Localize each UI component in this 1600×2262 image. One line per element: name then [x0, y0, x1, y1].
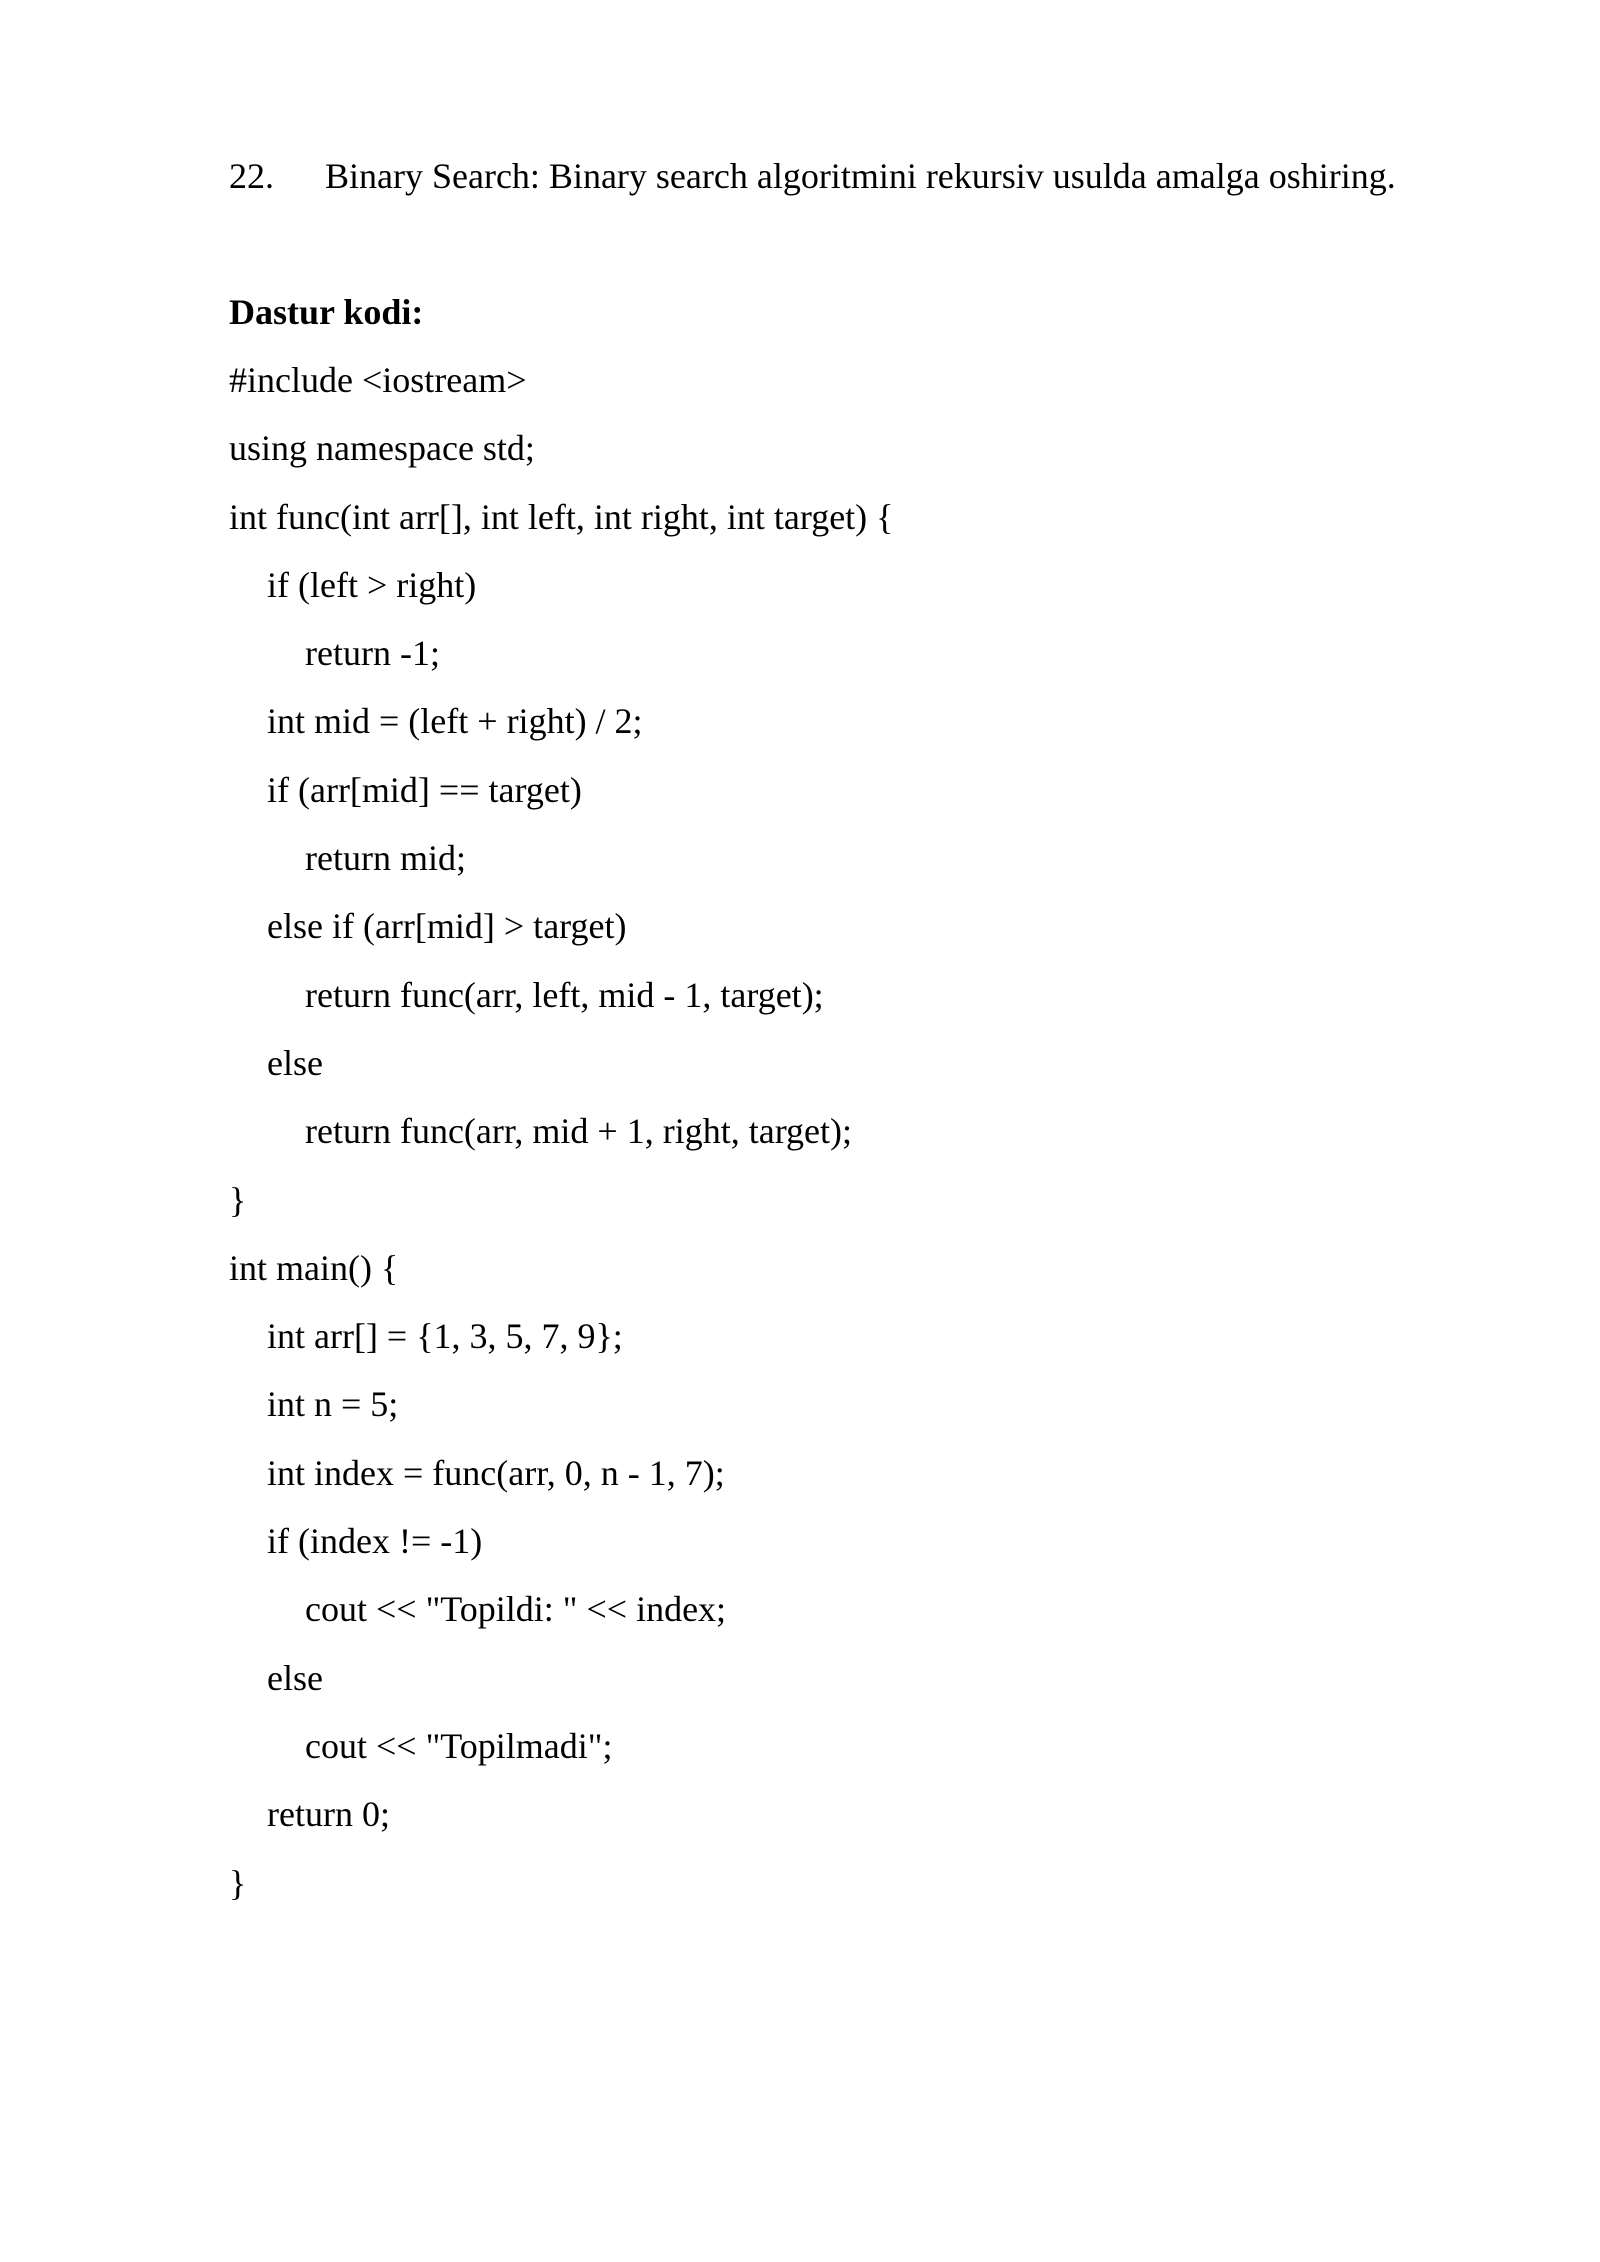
code-line: if (left > right) [267, 564, 477, 605]
code-block [229, 354, 893, 1925]
code-line: else [267, 1042, 323, 1083]
code-line: return func(arr, mid + 1, right, target); [305, 1111, 853, 1152]
code-line: } [229, 1862, 247, 1903]
code-line: if (arr[mid] == target) [267, 769, 582, 810]
code-line: cout << "Topildi: " << index; [305, 1589, 727, 1630]
code-line: int func(int arr[], int left, int right, int target) { [229, 496, 894, 537]
code-line: else [267, 1657, 323, 1698]
code-line: if (index != -1) [267, 1521, 483, 1562]
code-line: int index = func(arr, 0, n - 1, 7); [267, 1452, 725, 1493]
code-line: return mid; [305, 838, 466, 879]
code-line: return 0; [267, 1794, 390, 1835]
code-line: else if (arr[mid] > target) [267, 906, 627, 947]
section-label: Dastur kodi: [229, 292, 424, 332]
task-number: 22. [229, 156, 274, 196]
code-line: } [229, 1179, 247, 1220]
code-line: cout << "Topilmadi"; [305, 1725, 613, 1766]
code-line: int main() { [229, 1247, 399, 1288]
code-line: #include <iostream> [229, 360, 527, 400]
code-line: int mid = (left + right) / 2; [267, 701, 643, 742]
code-line: using namespace std; [229, 428, 535, 469]
code-line: return -1; [305, 633, 440, 674]
code-line: int n = 5; [267, 1384, 399, 1425]
task-heading [229, 150, 1396, 202]
code-line: return func(arr, left, mid - 1, target); [305, 974, 824, 1015]
task-text: Binary Search: Binary search algoritmini rekursiv usulda amalga oshiring. [325, 156, 1396, 196]
code-line: int arr[] = {1, 3, 5, 7, 9}; [267, 1316, 623, 1357]
